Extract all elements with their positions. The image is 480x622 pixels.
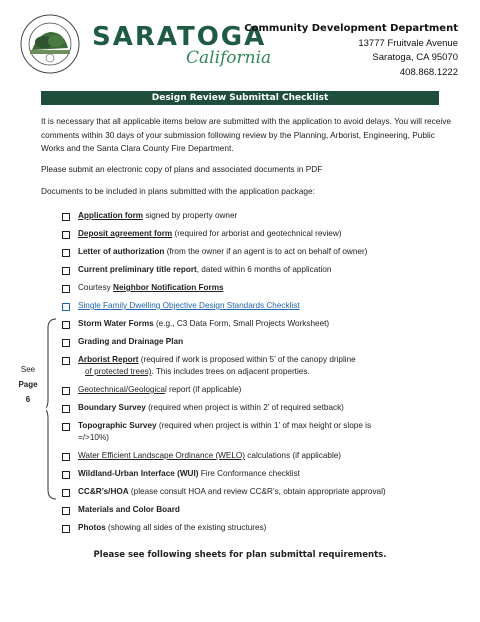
footer-note: Please see following sheets for plan submittal requirements.	[93, 550, 387, 560]
bracket-icon	[46, 318, 58, 500]
intro-paragraph: It is necessary that all applicable items below are submitted with the application to avoid delays. You will receive comments within 30 days of your submission following review by the Planning, Arborist, Engineering, Public Works and the Santa Clara County Fire Department.	[41, 116, 451, 153]
list-item-continuation: =/>10%)	[78, 433, 109, 442]
list-item: Application form signed by property owner	[62, 211, 452, 221]
list-item: Geotechnical/Geological report (if applicable)	[62, 385, 452, 395]
checkbox[interactable]	[62, 231, 70, 239]
neighbor-notification-link[interactable]: Neighbor Notification Forms	[113, 283, 224, 292]
california-logo-script: California	[186, 48, 272, 68]
objective-design-standards-link[interactable]: Single Family Dwelling Objective Design Standards Checklist	[78, 301, 300, 310]
list-item: Current preliminary title report, dated within 6 months of application	[62, 265, 452, 275]
list-item: Courtesy Neighbor Notification Forms	[62, 283, 452, 293]
address-line-2: Saratoga, CA 95070	[372, 52, 458, 63]
list-item: Storm Water Forms (e.g., C3 Data Form, Small Projects Worksheet)	[62, 319, 452, 329]
page-title: Design Review Submittal Checklist	[41, 91, 439, 105]
list-item-continuation: of protected trees). This includes trees on adjacent properties.	[85, 367, 310, 376]
list-item	[62, 301, 452, 311]
checkbox[interactable]	[62, 249, 70, 257]
checkbox[interactable]	[62, 525, 70, 533]
list-item: Materials and Color Board	[62, 505, 452, 515]
checkbox[interactable]	[62, 471, 70, 479]
documents-note: Documents to be included in plans submitted with the application package:	[41, 186, 315, 196]
checkbox[interactable]	[62, 507, 70, 515]
list-item: Wildland-Urban Interface (WUI) Fire Conformance checklist	[62, 469, 452, 479]
checkbox[interactable]	[62, 267, 70, 275]
checkbox[interactable]	[62, 387, 70, 395]
department-name: Community Development Department	[244, 23, 458, 34]
list-item: CC&R’s/HOA (please consult HOA and review CC&R’s, obtain appropriate approval)	[62, 487, 452, 497]
checkbox[interactable]	[62, 321, 70, 329]
checkbox[interactable]	[62, 339, 70, 347]
submittal-checklist	[62, 211, 452, 541]
checkbox[interactable]	[62, 489, 70, 497]
checkbox[interactable]	[62, 405, 70, 413]
checkbox[interactable]	[62, 285, 70, 293]
list-item: Arborist Report (required if work is proposed within 5’ of the canopy dripline	[62, 355, 452, 365]
department-contact	[244, 22, 458, 80]
electronic-copy-note: Please submit an electronic copy of plans and associated documents in PDF	[41, 164, 323, 174]
address-line-1: 13777 Fruitvale Avenue	[358, 37, 458, 49]
checkbox[interactable]	[62, 453, 70, 461]
checkbox[interactable]	[62, 423, 70, 431]
checkbox[interactable]	[62, 357, 70, 365]
see-page-note: See Page 6	[18, 365, 38, 404]
list-item: Photos (showing all sides of the existing structures)	[62, 523, 452, 533]
list-item: Boundary Survey (required when project is within 2’ of required setback)	[62, 403, 452, 413]
list-item: Water Efficient Landscape Ordinance (WELO) calculations (if applicable)	[62, 451, 452, 461]
city-seal-logo	[20, 14, 80, 74]
checkbox[interactable]	[62, 213, 70, 221]
list-item: Letter of authorization (from the owner if an agent is to act on behalf of owner)	[62, 247, 452, 257]
checkbox[interactable]	[62, 303, 70, 311]
list-item: Deposit agreement form (required for arborist and geotechnical review)	[62, 229, 452, 239]
phone-number: 408.868.1222	[399, 66, 458, 78]
saratoga-logo-word: SARATOGA	[92, 22, 267, 52]
list-item: Topographic Survey (required when project is within 1’ of max height or slope is	[62, 421, 452, 431]
list-item: Grading and Drainage Plan	[62, 337, 452, 347]
